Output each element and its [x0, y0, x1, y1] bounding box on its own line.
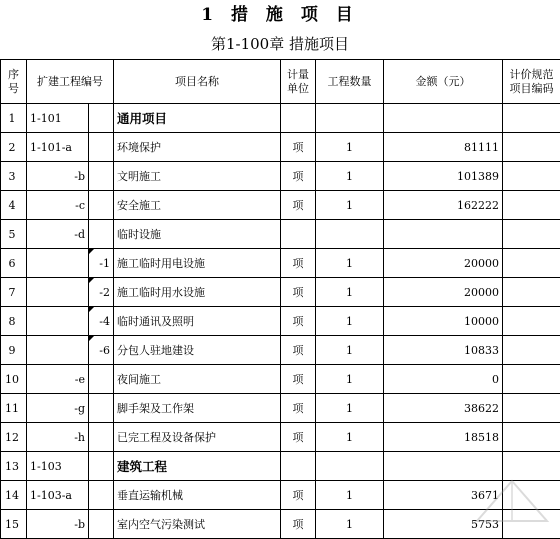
row-quantity: 1	[316, 307, 384, 336]
row-subcode: -4	[89, 307, 114, 336]
table-row	[1, 278, 560, 307]
row-amount: 38622	[384, 394, 503, 423]
row-item-name: 文明施工	[114, 162, 281, 191]
row-code: 1-103-a	[27, 481, 89, 510]
row-subcode	[89, 481, 114, 510]
row-index: 2	[1, 133, 27, 162]
row-amount: 162222	[384, 191, 503, 220]
row-quantity: 1	[316, 191, 384, 220]
row-code: 1-103	[27, 452, 89, 481]
header-pricing-code: 计价规范项目编码	[503, 60, 560, 104]
row-quantity: 1	[316, 423, 384, 452]
row-unit: 项	[281, 278, 316, 307]
row-subcode	[89, 162, 114, 191]
row-pricing-code	[503, 162, 560, 191]
row-subcode	[89, 423, 114, 452]
row-pricing-code	[503, 394, 560, 423]
row-quantity: 1	[316, 336, 384, 365]
row-item-name: 通用项目	[114, 104, 281, 133]
row-index: 8	[1, 307, 27, 336]
row-unit: 项	[281, 191, 316, 220]
row-pricing-code	[503, 191, 560, 220]
row-unit	[281, 104, 316, 133]
row-amount: 5753	[384, 510, 503, 539]
header-amount: 金额（元）	[384, 60, 503, 104]
row-unit: 项	[281, 336, 316, 365]
row-quantity: 1	[316, 365, 384, 394]
row-quantity: 1	[316, 133, 384, 162]
row-unit: 项	[281, 365, 316, 394]
row-amount: 0	[384, 365, 503, 394]
row-pricing-code	[503, 249, 560, 278]
row-unit: 项	[281, 162, 316, 191]
row-index: 4	[1, 191, 27, 220]
row-pricing-code	[503, 133, 560, 162]
row-index: 3	[1, 162, 27, 191]
row-unit: 项	[281, 510, 316, 539]
table-row	[1, 365, 560, 394]
table-row	[1, 307, 560, 336]
row-code: -g	[27, 394, 89, 423]
row-item-name: 垂直运输机械	[114, 481, 281, 510]
row-index: 9	[1, 336, 27, 365]
measures-table	[0, 59, 560, 539]
row-pricing-code	[503, 336, 560, 365]
row-code	[27, 307, 89, 336]
header-unit: 计量单位	[281, 60, 316, 104]
row-subcode	[89, 510, 114, 539]
table-row	[1, 133, 560, 162]
row-amount	[384, 220, 503, 249]
row-unit: 项	[281, 394, 316, 423]
table-header-row	[1, 60, 560, 104]
row-amount	[384, 104, 503, 133]
row-subcode	[89, 365, 114, 394]
row-index: 11	[1, 394, 27, 423]
row-quantity: 1	[316, 510, 384, 539]
row-subcode: -1	[89, 249, 114, 278]
row-quantity: 1	[316, 162, 384, 191]
row-pricing-code	[503, 365, 560, 394]
row-subcode	[89, 452, 114, 481]
row-subcode	[89, 220, 114, 249]
row-amount: 10833	[384, 336, 503, 365]
row-index: 12	[1, 423, 27, 452]
row-subcode: -2	[89, 278, 114, 307]
row-amount: 18518	[384, 423, 503, 452]
row-quantity	[316, 104, 384, 133]
row-amount: 20000	[384, 278, 503, 307]
row-quantity: 1	[316, 249, 384, 278]
page-subtitle: 第1-100章 措施项目	[0, 30, 560, 58]
row-index: 6	[1, 249, 27, 278]
row-pricing-code	[503, 307, 560, 336]
row-index: 1	[1, 104, 27, 133]
table-row	[1, 249, 560, 278]
row-unit: 项	[281, 481, 316, 510]
row-index: 5	[1, 220, 27, 249]
row-code: -d	[27, 220, 89, 249]
header-name: 项目名称	[114, 60, 281, 104]
row-code: 1-101-a	[27, 133, 89, 162]
table-row	[1, 162, 560, 191]
row-index: 14	[1, 481, 27, 510]
table-row	[1, 394, 560, 423]
table-row	[1, 191, 560, 220]
row-code	[27, 278, 89, 307]
row-code: -e	[27, 365, 89, 394]
row-subcode	[89, 133, 114, 162]
row-subcode	[89, 191, 114, 220]
row-index: 13	[1, 452, 27, 481]
row-code: -b	[27, 162, 89, 191]
row-code	[27, 249, 89, 278]
row-code: -h	[27, 423, 89, 452]
row-subcode: -6	[89, 336, 114, 365]
row-pricing-code	[503, 104, 560, 133]
row-amount: 3671	[384, 481, 503, 510]
row-code: -b	[27, 510, 89, 539]
row-item-name: 临时设施	[114, 220, 281, 249]
row-index: 7	[1, 278, 27, 307]
row-unit: 项	[281, 307, 316, 336]
header-code: 扩建工程编号	[27, 60, 114, 104]
row-item-name: 建筑工程	[114, 452, 281, 481]
row-unit: 项	[281, 133, 316, 162]
table-row	[1, 336, 560, 365]
row-item-name: 施工临时用水设施	[114, 278, 281, 307]
row-quantity: 1	[316, 278, 384, 307]
row-unit: 项	[281, 423, 316, 452]
row-quantity	[316, 452, 384, 481]
table-row	[1, 423, 560, 452]
row-item-name: 安全施工	[114, 191, 281, 220]
header-qty: 工程数量	[316, 60, 384, 104]
row-quantity: 1	[316, 481, 384, 510]
table-row	[1, 104, 560, 133]
row-unit	[281, 220, 316, 249]
row-subcode	[89, 394, 114, 423]
row-item-name: 分包人驻地建设	[114, 336, 281, 365]
row-amount: 20000	[384, 249, 503, 278]
row-unit	[281, 452, 316, 481]
row-pricing-code	[503, 278, 560, 307]
header-idx: 序号	[1, 60, 27, 104]
page-title: 1 措 施 项 目	[0, 0, 560, 30]
row-subcode	[89, 104, 114, 133]
row-index: 10	[1, 365, 27, 394]
row-index: 15	[1, 510, 27, 539]
row-quantity	[316, 220, 384, 249]
row-code: -c	[27, 191, 89, 220]
row-amount: 10000	[384, 307, 503, 336]
row-code	[27, 336, 89, 365]
row-code: 1-101	[27, 104, 89, 133]
row-quantity: 1	[316, 394, 384, 423]
row-unit: 项	[281, 249, 316, 278]
row-item-name: 环境保护	[114, 133, 281, 162]
row-item-name: 已完工程及设备保护	[114, 423, 281, 452]
row-item-name: 脚手架及工作架	[114, 394, 281, 423]
watermark-logo	[472, 476, 552, 526]
row-amount: 101389	[384, 162, 503, 191]
row-pricing-code	[503, 220, 560, 249]
row-pricing-code	[503, 423, 560, 452]
row-item-name: 室内空气污染测试	[114, 510, 281, 539]
row-item-name: 施工临时用电设施	[114, 249, 281, 278]
row-amount: 81111	[384, 133, 503, 162]
row-item-name: 临时通讯及照明	[114, 307, 281, 336]
row-item-name: 夜间施工	[114, 365, 281, 394]
table-row	[1, 220, 560, 249]
